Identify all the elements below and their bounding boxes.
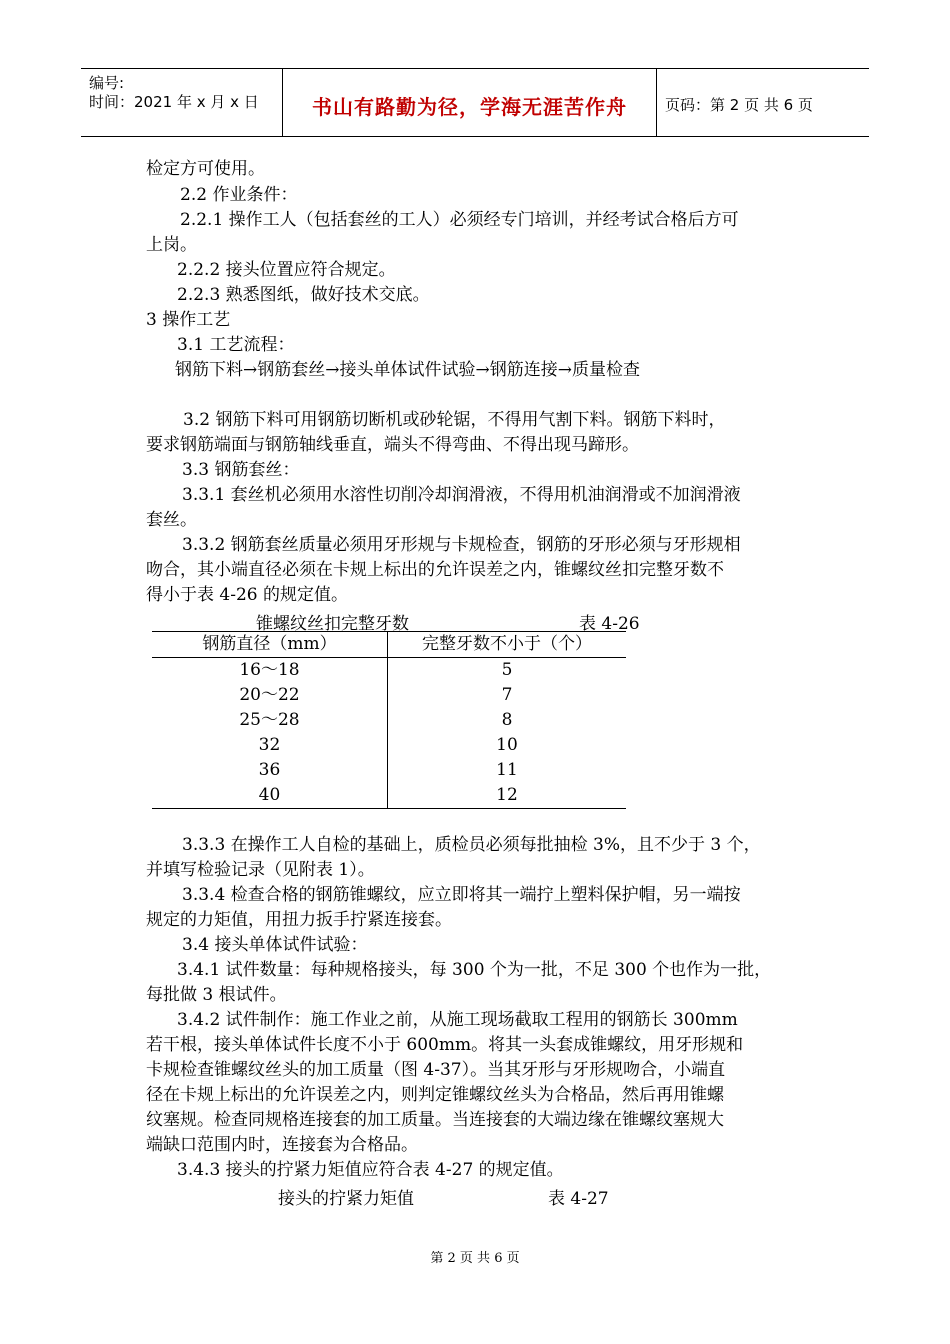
text-line: 要求钢筋端面与钢筋轴线垂直，端头不得弯曲、不得出现马蹄形。 bbox=[146, 435, 639, 455]
table-row bbox=[152, 733, 626, 758]
column-header: 完整牙数不小于（个） bbox=[388, 632, 627, 658]
text-line: 规定的力矩值，用扭力扳手拧紧连接套。 bbox=[146, 910, 452, 930]
section-heading: 3.1 工艺流程： bbox=[177, 335, 295, 355]
table-row bbox=[152, 683, 626, 708]
table-row bbox=[152, 708, 626, 733]
text-line: 2.2.2 接头位置应符合规定。 bbox=[177, 260, 396, 280]
table-header-row bbox=[152, 632, 626, 658]
motto: 书山有路勤为径，学海无涯苦作舟 bbox=[312, 95, 627, 119]
table-row bbox=[152, 783, 626, 809]
table-number: 表 4-27 bbox=[548, 1189, 609, 1209]
header-meta bbox=[81, 69, 282, 136]
table-title: 接头的拧紧力矩值 bbox=[278, 1189, 414, 1209]
page-footer: 第 2 页 共 6 页 bbox=[430, 1251, 520, 1266]
table-cell: 16～18 bbox=[152, 658, 388, 684]
text-line: 2.2.3 熟悉图纸，做好技术交底。 bbox=[177, 285, 430, 305]
table-number: 表 4-26 bbox=[579, 614, 640, 634]
table-cell: 12 bbox=[388, 783, 627, 809]
text-line: 卡规检查锥螺纹丝头的加工质量（图 4-37）。当其牙形与牙形规吻合，小端直 bbox=[146, 1060, 726, 1080]
table-cell: 32 bbox=[152, 733, 388, 758]
text-line: 3.3.1 套丝机必须用水溶性切削冷却润滑液，不得用机油润滑或不加润滑液 bbox=[182, 485, 741, 505]
thread-count-table bbox=[152, 631, 626, 809]
text-line: 上岗。 bbox=[146, 235, 197, 255]
table-cell: 7 bbox=[501, 685, 513, 705]
text-line: 得小于表 4-26 的规定值。 bbox=[146, 585, 348, 605]
section-heading: 3.3 钢筋套丝： bbox=[182, 460, 300, 480]
table-cell: 11 bbox=[496, 760, 518, 780]
section-heading: 3.4 接头单体试件试验： bbox=[182, 935, 368, 955]
text-line: 并填写检验记录（见附表 1）。 bbox=[146, 860, 375, 880]
text-line: 3.3.4 检查合格的钢筋锥螺纹，应立即将其一端拧上塑料保护帽，另一端按 bbox=[182, 885, 741, 905]
table-cell: 36 bbox=[152, 758, 388, 783]
table-cell: 20～22 bbox=[152, 683, 388, 708]
text-line: 检定方可使用。 bbox=[146, 159, 265, 179]
text-line: 若干根，接头单体试件长度不小于 600mm。将其一头套成锥螺纹，用牙形规和 bbox=[146, 1035, 744, 1055]
table-cell: 10 bbox=[496, 735, 518, 755]
column-header: 钢筋直径（mm） bbox=[152, 632, 388, 658]
text-line: 3.4.3 接头的拧紧力矩值应符合表 4-27 的规定值。 bbox=[177, 1160, 564, 1180]
text-line: 每批做 3 根试件。 bbox=[146, 985, 287, 1005]
text-line: 3.4.2 试件制作：施工作业之前，从施工现场截取工程用的钢筋长 300mm bbox=[177, 1010, 738, 1030]
text-line: 2.2.1 操作工人（包括套丝的工人）必须经专门培训，并经考试合格后方可 bbox=[180, 210, 739, 230]
table-title: 锥螺纹丝扣完整牙数 bbox=[256, 614, 409, 634]
text-line: 纹塞规。检查同规格连接套的加工质量。当连接套的大端边缘在锥螺纹塞规大 bbox=[146, 1110, 724, 1130]
table-cell: 5 bbox=[501, 660, 513, 680]
table-cell: 8 bbox=[501, 710, 513, 730]
table-row bbox=[152, 758, 626, 783]
section-heading: 2.2 作业条件： bbox=[180, 185, 298, 205]
table-cell: 25～28 bbox=[152, 708, 388, 733]
number-label: 编号: bbox=[89, 74, 125, 92]
text-line: 吻合，其小端直径必须在卡规上标出的允许误差之内，锥螺纹丝扣完整牙数不 bbox=[146, 560, 724, 580]
text-line: 3.3.3 在操作工人自检的基础上，质检员必须每批抽检 3%，且不少于 3 个， bbox=[182, 835, 761, 855]
section-heading: 3 操作工艺 bbox=[146, 310, 231, 330]
time-label: 时间：2021 年 x 月 x 日 bbox=[89, 93, 259, 111]
page-header bbox=[81, 68, 869, 137]
header-page-cell bbox=[656, 69, 869, 136]
table-cell: 40 bbox=[152, 783, 388, 809]
table-row bbox=[152, 658, 626, 684]
text-line: 3.3.2 钢筋套丝质量必须用牙形规与卡规检查，钢筋的牙形必须与牙形规相 bbox=[182, 535, 741, 555]
text-line: 套丝。 bbox=[146, 510, 197, 530]
process-flow: 钢筋下料→钢筋套丝→接头单体试件试验→钢筋连接→质量检查 bbox=[175, 360, 640, 380]
text-line: 径在卡规上标出的允许误差之内，则判定锥螺纹丝头为合格品，然后再用锥螺 bbox=[146, 1085, 724, 1105]
page-info: 页码：第 2 页 共 6 页 bbox=[665, 96, 813, 114]
header-motto-cell bbox=[282, 69, 657, 136]
text-line: 端缺口范围内时，连接套为合格品。 bbox=[146, 1135, 418, 1155]
text-line: 3.4.1 试件数量：每种规格接头，每 300 个为一批，不足 300 个也作为一批， bbox=[177, 960, 772, 980]
text-line: 3.2 钢筋下料可用钢筋切断机或砂轮锯，不得用气割下料。钢筋下料时， bbox=[183, 410, 726, 430]
